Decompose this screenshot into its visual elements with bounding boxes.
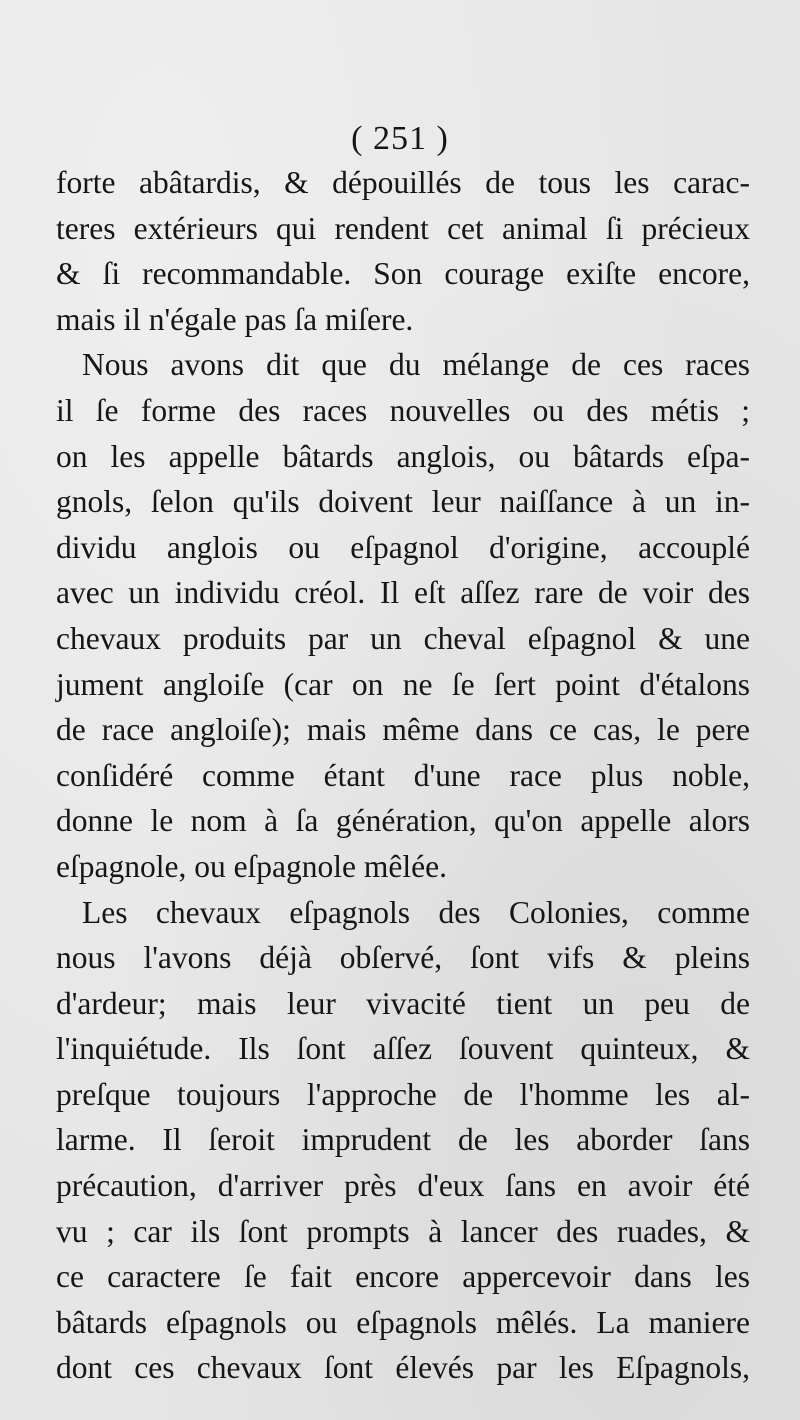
text-line: mais il n'égale pas ſa miſere. [56,301,414,337]
text-line: d'ardeur; mais leur vivacité tient un peu de [56,985,750,1021]
text-line: eſpagnole, ou eſpagnole mêlée. [56,848,447,884]
text-line: larme. Il ſeroit imprudent de les aborder ſans [56,1122,750,1158]
text-line: teres extérieurs qui rendent cet animal ſi précieux [56,210,750,246]
text-line: jument angloiſe (car on ne ſe ſert point d'étalons [56,666,750,702]
text-line: gnols, ſelon qu'ils doivent leur naiſſance à un in- [56,484,750,520]
text-line: on les appelle bâtards anglois, ou bâtards eſpa- [56,438,750,474]
text-line: donne le nom à ſa génération, qu'on appelle alors [56,803,750,839]
text-line: forte abâtardis, & dépouillés de tous les carac- [56,165,750,200]
page-number: ( 251 ) [351,120,449,157]
text-line: l'inquiétude. Ils ſont aſſez ſouvent quinteux, & [56,1031,750,1067]
text-line: Les chevaux eſpagnols des Colonies, comme [82,894,750,930]
text-line: avec un individu créol. Il eſt aſſez rare de voir des [56,575,750,611]
text-line: nous l'avons déjà obſervé, ſont vifs & pleins [56,940,750,976]
text-line: de race angloiſe); mais même dans ce cas, le pere [56,712,750,748]
text-line: chevaux produits par un cheval eſpagnol & une [56,620,750,656]
text-line: & ſi recommandable. Son courage exiſte encore, [56,256,750,292]
text-line: Nous avons dit que du mélange de ces races [82,347,750,383]
text-line: il ſe forme des races nouvelles ou des métis ; [56,392,750,428]
body-text [56,160,750,1391]
text-line: preſque toujours l'approche de l'homme les al- [56,1076,750,1112]
text-line: ce caractere ſe fait encore appercevoir dans les [56,1259,750,1295]
text-line: conſidéré comme étant d'une race plus noble, [56,757,750,793]
text-line: dont ces chevaux ſont élevés par les Eſpagnols, [56,1350,750,1386]
text-line: précaution, d'arriver près d'eux ſans en avoir été [56,1168,750,1204]
text-line: vu ; car ils ſont prompts à lancer des ruades, & [56,1213,750,1249]
text-line: dividu anglois ou eſpagnol d'origine, accouplé [56,529,750,565]
text-line: bâtards eſpagnols ou eſpagnols mêlés. La maniere [56,1304,750,1340]
